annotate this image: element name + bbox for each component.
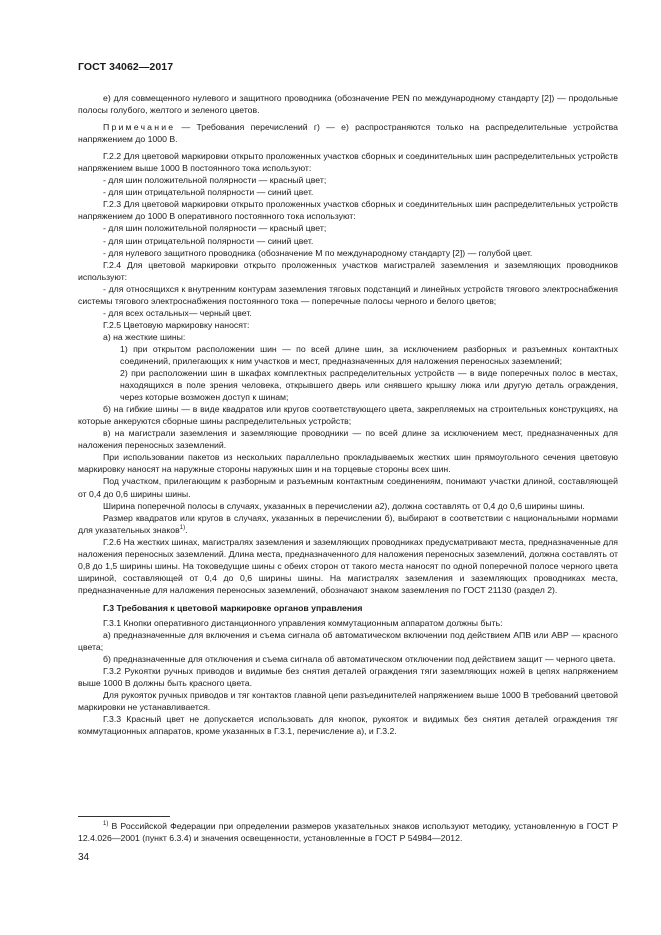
list-item: - для шин отрицательной полярности — синий цвет. <box>103 187 314 198</box>
document-body <box>78 92 618 737</box>
paragraph: Г.2.6 На жестких шинах, магистралях заземления и заземляющих проводниках предусматривают места, предназначенные для наложения переносных заземлений. Длина места, предназначенного для наложения переносных заземлений, должна составлять от 0,8 до 1,5 ширины шины. На токоведущие шины с обеих сторон от такого места наносят по одной поперечной полосе черного цвета шириной, составляющей от 0,4 до 0,6 ширины шины. На магистралях заземления и заземляющих проводниках места, предназначенные для наложения переносных заземлений, обозначают знаком заземления по ГОСТ 21130 (раздел 2). <box>78 536 618 595</box>
paragraph: Размер квадратов или кругов в случаях, указанных в перечислении б), выбирают в соответствии с национальными нормами для указательных знаков$^{1)}$. <box>78 512 618 535</box>
paragraph: Г.3.2 Рукоятки ручных приводов и видимые без снятия деталей ограждения тяги заземляющих ножей в цепях напряжением выше 1000 В должны быть красного цвета. <box>78 666 618 689</box>
list-item: в) на магистрали заземления и заземляющие проводники — по всей длине за исключением мест, предназначенных для наложения переносных заземлений. <box>78 428 618 451</box>
paragraph: Г.2.4 Для цветовой маркировки открыто проложенных участков магистралей заземления и заземляющих проводников используют: <box>78 259 618 282</box>
paragraph: Г.2.5 Цветовую маркировку наносят: <box>103 319 250 330</box>
list-item: - для шин положительной полярности — красный цвет; <box>103 175 327 186</box>
paragraph: Для рукояток ручных приводов и тяг контактов главной цепи разъединителей напряжением выше 1000 В требований цветовой маркировки не устанавливается. <box>78 690 618 713</box>
footnote-mark: 1) <box>103 821 109 828</box>
list-item: а) предназначенные для включения и съема сигнала об автоматическом включении под действием АПВ или АВР — красного цвета; <box>78 630 618 653</box>
list-item: - для шин отрицательной полярности — синий цвет. <box>103 235 314 246</box>
section-heading: Г.3 Требования к цветовой маркировке органов управления <box>103 602 363 613</box>
paragraph: е) для совмещенного нулевого и защитного проводника (обозначение PEN по международному стандарту [2]) — продольные полосы голубого, желтого и зеленого цветов. <box>78 93 618 116</box>
note <box>78 121 618 145</box>
footnote-ref: 1) <box>179 524 186 531</box>
list-item: б) предназначенные для отключения и съема сигнала об автоматическом отключении под действием защит — черного цвета. <box>103 654 616 665</box>
list-item: 1) при открытом расположении шин — по всей длине шин, за исключением разборных и разъемных контактных соединений, прилегающих к ним участков и мест, предназначенных для наложения переносных заземлений; <box>120 343 618 366</box>
page-number: 34 <box>78 852 90 863</box>
paragraph: Г.3.3 Красный цвет не допускается использовать для кнопок, рукояток и видимых без снятия деталей ограждения тяг коммутационных аппаратов, кроме указанных в Г.3.1, перечисление а), и Г.3.2. <box>78 714 618 737</box>
paragraph: Под участком, прилегающим к разборным и разъемным контактным соединениям, понимают участки длиной, составляющей от 0,4 до 0,6 ширины шины. <box>78 476 618 499</box>
list-item: - для нулевого защитного проводника (обозначение М по международному стандарту [2]) — голубой цвет. <box>103 247 533 258</box>
list-item: - для шин положительной полярности — красный цвет; <box>103 223 327 234</box>
note-text: — Требования перечислений г) — е) распространяются только на распределительные устройства напряжением до 1000 В. <box>78 122 618 145</box>
paragraph: Г.3.1 Кнопки оперативного дистанционного управления коммутационным аппаратом должны быть: <box>103 617 503 628</box>
footnote-text: В Российской Федерации при определении размеров указательных знаков используют методику, установленную в ГОСТ Р 12.4.026—2001 (пункт 6.3.4) и значения освещенности, установленные в ГОСТ Р 54984—2012. <box>78 821 618 843</box>
list-item: 2) при расположении шин в шкафах комплектных распределительных устройств — в виде поперечных полос в местах, находящихся в поле зрения человека, открывшего дверь или снявшего крышку люка или другую деталь ограждения, через которые возможен доступ к шинам; <box>120 368 618 403</box>
list-item: - для относящихся к внутренним контурам заземления тяговых подстанций и линейных устройств тягового электроснабжения системы тягового электроснабжения постоянного тока — поперечные полосы черного и белого цветов; <box>78 283 618 306</box>
paragraph: Г.2.2 Для цветовой маркировки открыто проложенных участков сборных и соединительных шин распределительных устройств напряжением выше 1000 В постоянного тока используют: <box>78 151 618 174</box>
footnote <box>78 820 618 844</box>
paragraph-text: Размер квадратов или кругов в случаях, указанных в перечислении б), выбирают в соответствии с национальными нормами для указательных знаков <box>78 512 618 535</box>
note-label: Примечание <box>103 122 176 133</box>
list-item: а) на жесткие шины: <box>103 331 186 342</box>
paragraph: Ширина поперечной полосы в случаях, указанных в перечислении а2), должна составлять от 0,4 до 0,6 ширины шины. <box>103 500 585 511</box>
list-item: - для всех остальных— черный цвет. <box>103 307 252 318</box>
paragraph: Г.2.3 Для цветовой маркировки открыто проложенных участков сборных и соединительных шин распределительных устройств напряжением до 1000 В оперативного постоянного тока используют: <box>78 199 618 222</box>
page-header: ГОСТ 34062—2017 <box>78 61 174 73</box>
list-item: б) на гибкие шины — в виде квадратов или кругов соответствующего цвета, закрепляемых на строительных конструкциях, на которые анкеруются сборные шины распределительных устройств; <box>78 404 618 427</box>
paragraph: При использовании пакетов из нескольких параллельно прокладываемых жестких шин прямоугольного сечения цветовую маркировку наносят на наружные стороны наружных шин и на торцевые стороны всех шин. <box>78 452 618 475</box>
footnote-divider <box>78 816 170 817</box>
